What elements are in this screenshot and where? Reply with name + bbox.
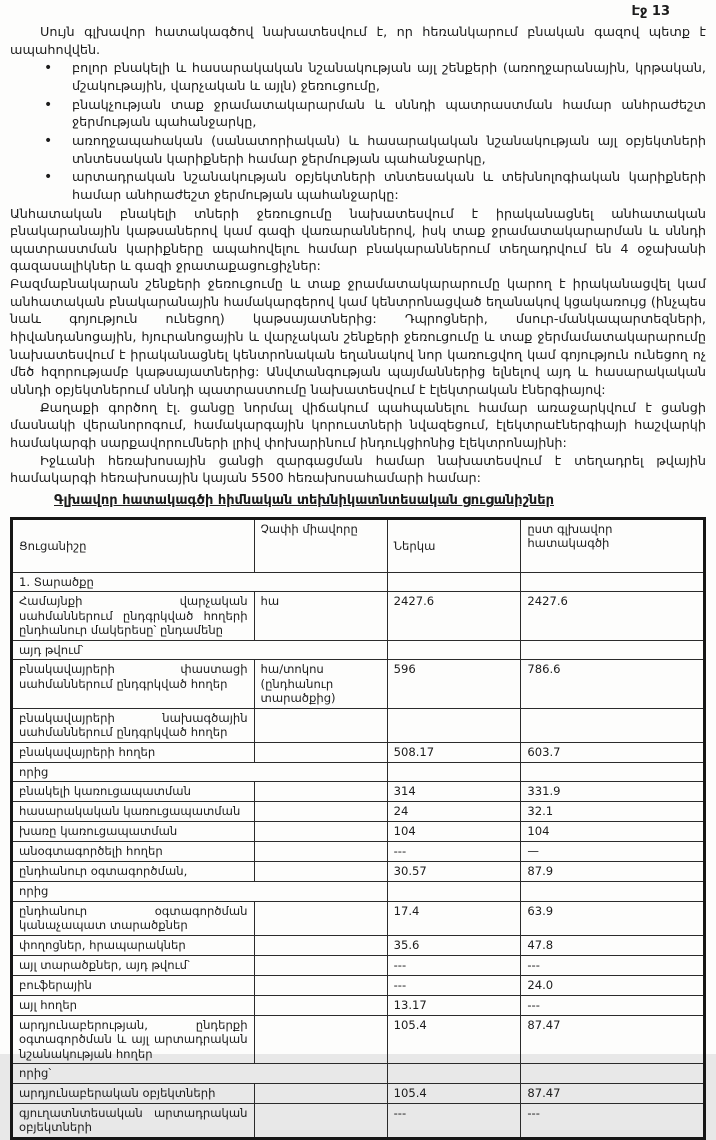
current-value-cell: 35.6: [387, 935, 521, 955]
table-row: [12, 1015, 705, 1063]
section-label-cell: որից՝: [12, 1064, 388, 1083]
indicator-label-cell: բնակելի կառուցապատման: [12, 782, 255, 802]
table-row: [12, 901, 705, 935]
table-row: [12, 802, 705, 822]
indicator-label-cell: այլ հողեր: [12, 995, 255, 1015]
indicator-label-cell: խառը կառուցապատման: [12, 822, 255, 842]
plan-value-cell: 87.47: [521, 1083, 705, 1103]
plan-value-cell: 24.0: [521, 975, 705, 995]
plan-value-cell: 47.8: [521, 935, 705, 955]
table-row: [12, 782, 705, 802]
header-current: Ներկա: [387, 518, 521, 572]
indicator-label-cell: բնակավայրերի նախագծային սահմաններում ընդգրկված հողեր: [12, 708, 255, 742]
plan-value-cell: ---: [521, 1103, 705, 1138]
plan-value-cell: 603.7: [521, 742, 705, 762]
table-row: [12, 660, 705, 708]
current-value-cell: [387, 708, 521, 742]
table-row: [12, 935, 705, 955]
empty-current-cell: [387, 1064, 521, 1083]
unit-cell: հա: [254, 592, 387, 640]
plan-value-cell: 331.9: [521, 782, 705, 802]
indicator-label-cell: Համայնքի վարչական սահմաններում ընդգրկված հողերի ընդհանուր մակերեսը՝ ընդամենը: [12, 592, 255, 640]
unit-cell: [254, 782, 387, 802]
indicator-label-cell: անօգտագործելի հողեր: [12, 842, 255, 862]
unit-cell: [254, 1103, 387, 1138]
bullet-item: • բնակչության տաք ջրամատակարարման և սննդի պատրաստման համար անհրաժեշտ ջերմության պահանջարկը,: [36, 97, 706, 132]
indicator-label-cell: արդյունաբերության, ընդերքի օգտագործման և այլ արտադրական նշանակության հողեր: [12, 1015, 255, 1063]
table-header-row: [12, 518, 705, 572]
current-value-cell: 30.57: [387, 862, 521, 882]
paragraph-gas-intro: Սույն գլխավոր հատակագծով նախատեսվում է, որ հեռանկարում բնական գազով պետք է ապահովվեն.: [10, 24, 706, 58]
current-value-cell: ---: [387, 1103, 521, 1138]
current-value-cell: ---: [387, 975, 521, 995]
empty-current-cell: [387, 640, 521, 659]
table-row: [12, 742, 705, 762]
plan-value-cell: 87.9: [521, 862, 705, 882]
unit-cell: [254, 935, 387, 955]
table-row: [12, 592, 705, 640]
current-value-cell: 2427.6: [387, 592, 521, 640]
paragraph-multiapartment: Բազմաբնակարան շենքերի ջեռուցումը և տաք ջրամատակարարումը կարող է իրականացվել կամ անհատական բնակարանային համակարգերով կամ կենտրոնացված եղանակով կցակառույց (ինչպես նաև գոյություն ունեցող) կաթսայատներից: Դպրոցների, մսուր-մանկապարտեզների, հիվանդանոցային, հյուրանոցային և վարչական շենքերի ջեռուցումը և տաք ջերմամատակարարումը նախատեսվում է իրականացնել կենտրոնական եղանակով նոր կառուցվող կամ գոյություն ունեցող ոչ մեծ հզորությամբ կաթսայատներից: Անվտանգության պայմաններից ելնելով այդ և հասարակական սննդի օբյեկտներում սննդի պատրաստումը նախատեսվում է էլեկտրական էներգիայով:: [10, 277, 706, 399]
table-row: [12, 975, 705, 995]
plan-value-cell: ---: [521, 955, 705, 975]
table-section-row: [12, 882, 705, 901]
plan-value-cell: 104: [521, 822, 705, 842]
empty-current-cell: [387, 882, 521, 901]
indicator-label-cell: արդյունաբերական օբյեկտների: [12, 1083, 255, 1103]
current-value-cell: 13.17: [387, 995, 521, 1015]
indicator-label-cell: գյուղատնտեսական արտադրական օբյեկտների: [12, 1103, 255, 1138]
plan-value-cell: —: [521, 842, 705, 862]
table-row: [12, 1103, 705, 1138]
header-plan: ըստ գլխավոր հատակագծի: [521, 518, 705, 572]
plan-value-cell: ---: [521, 995, 705, 1015]
current-value-cell: 24: [387, 802, 521, 822]
empty-plan-cell: [521, 640, 705, 659]
current-value-cell: 104: [387, 822, 521, 842]
unit-cell: [254, 802, 387, 822]
plan-value-cell: 786.6: [521, 660, 705, 708]
table-row: [12, 995, 705, 1015]
page-number: Էջ 13: [631, 4, 670, 19]
unit-cell: [254, 975, 387, 995]
plan-value-cell: 87.47: [521, 1015, 705, 1063]
table-row: [12, 842, 705, 862]
paragraph-electric-network: Քաղաքի գործող էլ. ցանցը նորմալ վիճակում պահպանելու համար առաջարկվում է ցանցի մասնակի վերանորոգում, համակարգային կորուստների նվազեցում, էլեկտրաէներգիայի հաշվարկի համակարգի սարքավորումների լրիվ փոխարինում ինդուկցիոնից էլեկտրոնայինի:: [10, 400, 706, 452]
current-value-cell: ---: [387, 842, 521, 862]
indicator-label-cell: բուֆերային: [12, 975, 255, 995]
header-unit: Չափի միավորը: [254, 518, 387, 572]
plan-value-cell: 32.1: [521, 802, 705, 822]
bullet-item: • արտադրական նշանակության օբյեկտների տնտեսական և տեխնոլոգիական կարիքների համար անհրաժեշտ ջերմության պահանջարկը:: [36, 169, 706, 204]
current-value-cell: 17.4: [387, 901, 521, 935]
unit-cell: [254, 955, 387, 975]
table-row: [12, 822, 705, 842]
plan-value-cell: 2427.6: [521, 592, 705, 640]
section-label-cell: որից: [12, 762, 388, 781]
unit-cell: [254, 742, 387, 762]
unit-cell: [254, 842, 387, 862]
table-row: [12, 955, 705, 975]
table-row: [12, 1083, 705, 1103]
indicators-table-body: [12, 572, 705, 1138]
unit-cell: [254, 862, 387, 882]
empty-plan-cell: [521, 572, 705, 591]
table-section-row: [12, 572, 705, 591]
section-label-cell: 1. Տարածքը: [12, 572, 388, 591]
bullet-item: • բոլոր բնակելի և հասարակական նշանակության այլ շենքերի (առողջարանային, կրթական, մշակութային, վարչական և այլն) ջեռուցումը,: [36, 60, 706, 95]
paragraph-individual-heating: Անհատական բնակելի տների ջեռուցումը նախատեսվում է իրականացնել անհատական բնակարանային կաթսաներով կամ գազի վառարաններով, իսկ տաք ջրամատակարարման և սննդի պատրաստման կարիքները ապահովելու համար բնակարաններում տեղադրվում են 4 օջախանի գազասալիկներ և գազի ջրատաքացուցիչներ:: [10, 206, 706, 275]
unit-cell: [254, 995, 387, 1015]
empty-plan-cell: [521, 762, 705, 781]
current-value-cell: ---: [387, 955, 521, 975]
paragraph-telephone-network: Իջևանի հեռախոսային ցանցի զարգացման համար նախատեսվում է տեղադրել թվային համակարգի հեռախոսային կայան 5500 հեռախոսահամարի համար:: [10, 453, 706, 487]
current-value-cell: 105.4: [387, 1015, 521, 1063]
current-value-cell: 508.17: [387, 742, 521, 762]
indicator-label-cell: ընդհանուր օգտագործման կանաչապատ տարածքներ: [12, 901, 255, 935]
indicator-label-cell: փողոցներ, հրապարակներ: [12, 935, 255, 955]
current-value-cell: 596: [387, 660, 521, 708]
empty-plan-cell: [521, 882, 705, 901]
plan-value-cell: 63.9: [521, 901, 705, 935]
unit-cell: [254, 1083, 387, 1103]
empty-current-cell: [387, 572, 521, 591]
table-row: [12, 862, 705, 882]
indicator-label-cell: ընդհանուր օգտագործման,: [12, 862, 255, 882]
unit-cell: հա/տոկոս (ընդհանուր տարածքից): [254, 660, 387, 708]
header-indicator: Ցուցանիշը: [12, 518, 255, 572]
bullet-list: [36, 60, 706, 204]
current-value-cell: 105.4: [387, 1083, 521, 1103]
unit-cell: [254, 708, 387, 742]
current-value-cell: 314: [387, 782, 521, 802]
empty-current-cell: [387, 762, 521, 781]
table-section-row: [12, 1064, 705, 1083]
table-title: [54, 492, 706, 510]
unit-cell: [254, 822, 387, 842]
section-label-cell: որից: [12, 882, 388, 901]
section-label-cell: այդ թվում՝: [12, 640, 388, 659]
table-title-text: Գլխավոր հատակագծի հիմնական տեխնիկատնտեսական ցուցանիշներ: [54, 493, 554, 508]
indicators-table: [10, 517, 706, 1140]
bullet-item: • առողջապահական (սանատորիական) և հասարակական նշանակության այլ օբյեկտների տնտեսական կարիքների համար ջերմության պահանջարկը,: [36, 133, 706, 168]
indicator-label-cell: այլ տարածքներ, այդ թվում՝: [12, 955, 255, 975]
unit-cell: [254, 1015, 387, 1063]
empty-plan-cell: [521, 1064, 705, 1083]
table-section-row: [12, 640, 705, 659]
table-section-row: [12, 762, 705, 781]
indicator-label-cell: բնակավայրերի փաստացի սահմաններում ընդգրկված հողեր: [12, 660, 255, 708]
unit-cell: [254, 901, 387, 935]
indicator-label-cell: հասարակական կառուցապատման: [12, 802, 255, 822]
table-row: [12, 708, 705, 742]
plan-value-cell: [521, 708, 705, 742]
indicator-label-cell: բնակավայրերի հողեր: [12, 742, 255, 762]
